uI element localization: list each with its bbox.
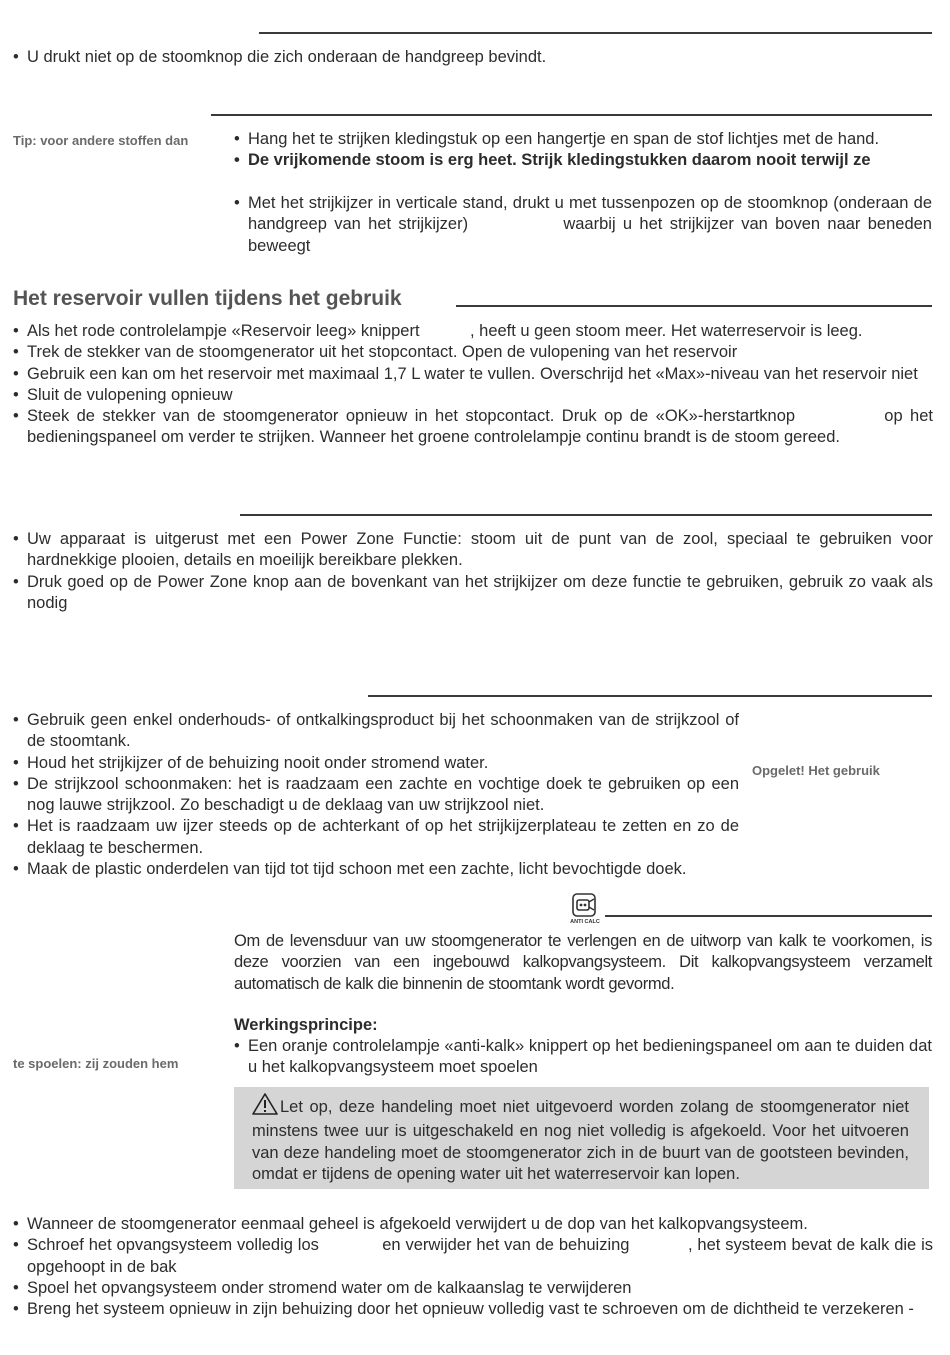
section-title: Het reservoir vullen tijdens het gebruik xyxy=(13,287,402,310)
principle-bullet-list xyxy=(234,1036,942,1079)
principle-heading: Werkingsprincipe: xyxy=(234,1016,378,1034)
list-item: • Gebruik geen enkel onderhouds- of ontkalkingsproduct bij het schoonmaken van de strijkzool of de stoomtank. xyxy=(13,710,739,753)
list-item: • Met het strijkijzer in verticale stand, drukt u met tussenpozen op de stoomknop (onderaan de handgreep van het strijkijzer) waarbij u het strijkijzer van boven naar beneden beweegt xyxy=(234,193,932,257)
section-rule xyxy=(211,114,932,116)
list-item: • U drukt niet op de stoomknop die zich onderaan de handgreep bevindt. xyxy=(13,47,933,68)
list-item: • Wanneer de stoomgenerator eenmaal geheel is afgekoeld verwijdert u de dop van het kalkopvangsysteem. xyxy=(13,1214,933,1235)
list-item: • Gebruik een kan om het reservoir met maximaal 1,7 L water te vullen. Overschrijd het «Max»-niveau van het reservoir niet xyxy=(13,364,933,385)
list-item: • Sluit de vulopening opnieuw xyxy=(13,385,933,406)
side-note: Opgelet! Het gebruik xyxy=(752,763,880,778)
list-item: • Spoel het opvangsysteem onder stromend water om de kalkaanslag te verwijderen xyxy=(13,1278,933,1299)
list-item: • Het is raadzaam uw ijzer steeds op de achterkant of op het strijkijzerplateau te zetten en zo de deklaag te beschermen. xyxy=(13,816,739,859)
list-item: • Trek de stekker van de stoomgenerator uit het stopcontact. Open de vulopening van het reservoir xyxy=(13,342,933,363)
anti-calc-icon xyxy=(570,893,600,925)
list-item: • Houd het strijkijzer of de behuizing nooit onder stromend water. xyxy=(13,753,739,774)
list-item: • Een oranje controlelampje «anti-kalk» knippert op het bedieningspaneel om aan te duiden dat u het kalkopvangsysteem moet spoelen xyxy=(234,1036,932,1079)
list-item: • Maak de plastic onderdelen van tijd tot tijd schoon met een zachte, licht bevochtigde doek. xyxy=(13,859,739,880)
section-rule xyxy=(259,32,932,34)
list-item: • Uw apparaat is uitgerust met een Power Zone Functie: stoom uit de punt van de zool, speciaal te gebruiken voor hardnekkige plooien, details en moeilijk bereikbare plekken. xyxy=(13,529,933,572)
tip-note: Tip: voor andere stoffen dan xyxy=(13,133,189,148)
section-rule xyxy=(368,695,932,697)
vertical-bullet-list xyxy=(234,129,934,172)
anticalc-bullet-list xyxy=(13,1214,938,1320)
section-rule xyxy=(456,305,932,307)
section-rule xyxy=(240,514,932,516)
warning-icon xyxy=(252,1093,278,1121)
list-item: • De vrijkomende stoom is erg heet. Strijk kledingstukken daarom nooit terwijl ze xyxy=(234,150,934,171)
anticalc-intro: Om de levensduur van uw stoomgenerator te verlengen en de uitworp van kalk te voorkomen, is deze voorzien van een ingebouwd kalkopvangsysteem. Dit kalkopvangsysteem verzamelt automatisch de kalk die binnenin de stoomtank wordt gevormd. xyxy=(234,932,932,993)
refill-bullet-list xyxy=(13,321,938,449)
list-item: • Breng het systeem opnieuw in zijn behuizing door het opnieuw volledig vast te schroeven om de dichtheid te verzekeren - xyxy=(13,1299,933,1320)
list-item: • Hang het te strijken kledingstuk op een hangertje en span de stof lichtjes met de hand. xyxy=(234,129,934,150)
section-rule xyxy=(605,915,932,917)
list-item: • Schroef het opvangsysteem volledig los en verwijder het van de behuizing , het systeem bevat de kalk die is opgehoopt in de bak xyxy=(13,1235,933,1278)
powerzone-bullet-list xyxy=(13,529,933,614)
side-note: te spoelen: zij zouden hem xyxy=(13,1056,179,1071)
top-bullet-list xyxy=(13,47,933,68)
warning-box xyxy=(234,1087,929,1189)
vertical-bullet-list-2 xyxy=(234,193,937,257)
cleaning-bullet-list xyxy=(13,710,739,880)
anti-calc-label: ANTI CALC xyxy=(570,919,600,925)
list-item: • Als het rode controlelampje «Reservoir leeg» knippert , heeft u geen stoom meer. Het waterreservoir is leeg. xyxy=(13,321,933,342)
warning-text: Let op, deze handeling moet niet uitgevoerd worden zolang de stoomgenerator niet minstens twee uur is uitgeschakeld en nog niet volledig is afgekoeld. Voor het uitvoeren van deze handeling moet de stoomgenerator zich in de buurt van de gootsteen bevinden, omdat er tijdens de opening water uit het waterreservoir kan lopen. xyxy=(252,1098,909,1183)
list-item: • Druk goed op de Power Zone knop aan de bovenkant van het strijkijzer om deze functie te gebruiken, gebruik zo vaak als nodig xyxy=(13,572,933,615)
list-item: • Steek de stekker van de stoomgenerator opnieuw in het stopcontact. Druk op de «OK»-herstartknop op het bedieningspaneel om verder te strijken. Wanneer het groene controlelampje continu brandt is de stoom gereed. xyxy=(13,406,933,449)
list-item: • De strijkzool schoonmaken: het is raadzaam een zachte en vochtige doek te gebruiken op een nog lauwe strijkzool. Zo beschadigt u de deklaag van uw strijkzool niet. xyxy=(13,774,739,817)
